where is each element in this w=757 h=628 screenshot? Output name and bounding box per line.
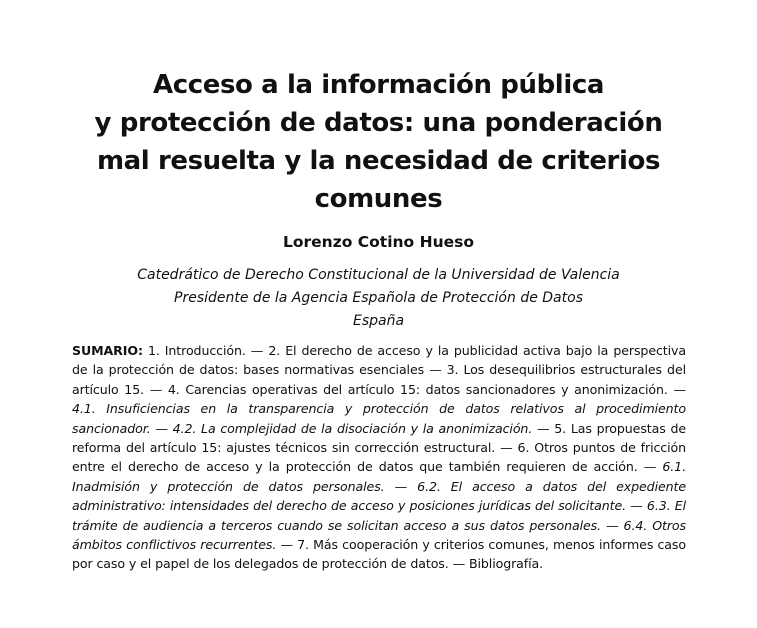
summary-part-1: 1. Introducción. — 2. El derecho de acceso y la publicidad activa bajo la perspectiva de la protección de datos: bases normativas esenciales — 3. Los desequilibrios estructurales del artículo 15. — 4. Carencias operativas del artículo 15: datos sancionadores y anonimización. — [72,343,686,397]
affiliation-role: Presidente de la Agencia Española de Protección de Datos [174,290,583,306]
summary-part-2: 4.1. Insuficiencias en la transparencia y protección de datos relativos al procedimiento sancionador. — 4.2. La complejidad de la disociación y la anonimización. [72,401,686,436]
author-affiliation [0,264,757,333]
author-name: Lorenzo Cotino Hueso [282,233,474,251]
summary-part-4: 6.1. Inadmisión y protección de datos personales. — 6.2. El acceso a datos del expediente administrativo: intensidades del derecho de acceso y posiciones jurídicas del solicitante. — 6.3. El trámite de audiencia a terceros cuando se solicitan acceso a sus datos personales. — 6.4. Otros ámbitos conflictivos recurrentes. [72,459,686,553]
article-title-line-4: comunes [314,184,443,214]
article-title-line-1: Acceso a la información pública [153,70,604,100]
article-title-line-2: y protección de datos: una ponderación [94,108,663,138]
affiliation-position: Catedrático de Derecho Constitucional de la Universidad de Valencia [137,267,620,283]
article-title-line-3: mal resuelta y la necesidad de criterios [96,146,661,176]
summary-part-3: — 5. Las propuestas de reforma del artículo 15: ajustes técnicos sin corrección estructural. — 6. Otros puntos de fricción entre el derecho de acceso y la protección de datos que también requieren de acción. — [72,420,687,475]
summary-paragraph [72,341,686,574]
affiliation-country: España [352,313,405,329]
article-title [40,66,717,218]
summary-label: SUMARIO: [72,343,143,358]
summary-part-5: — 7. Más cooperación y criterios comunes, menos informes caso por caso y el papel de los delegados de protección de datos. — Bibliografía. [72,537,686,572]
